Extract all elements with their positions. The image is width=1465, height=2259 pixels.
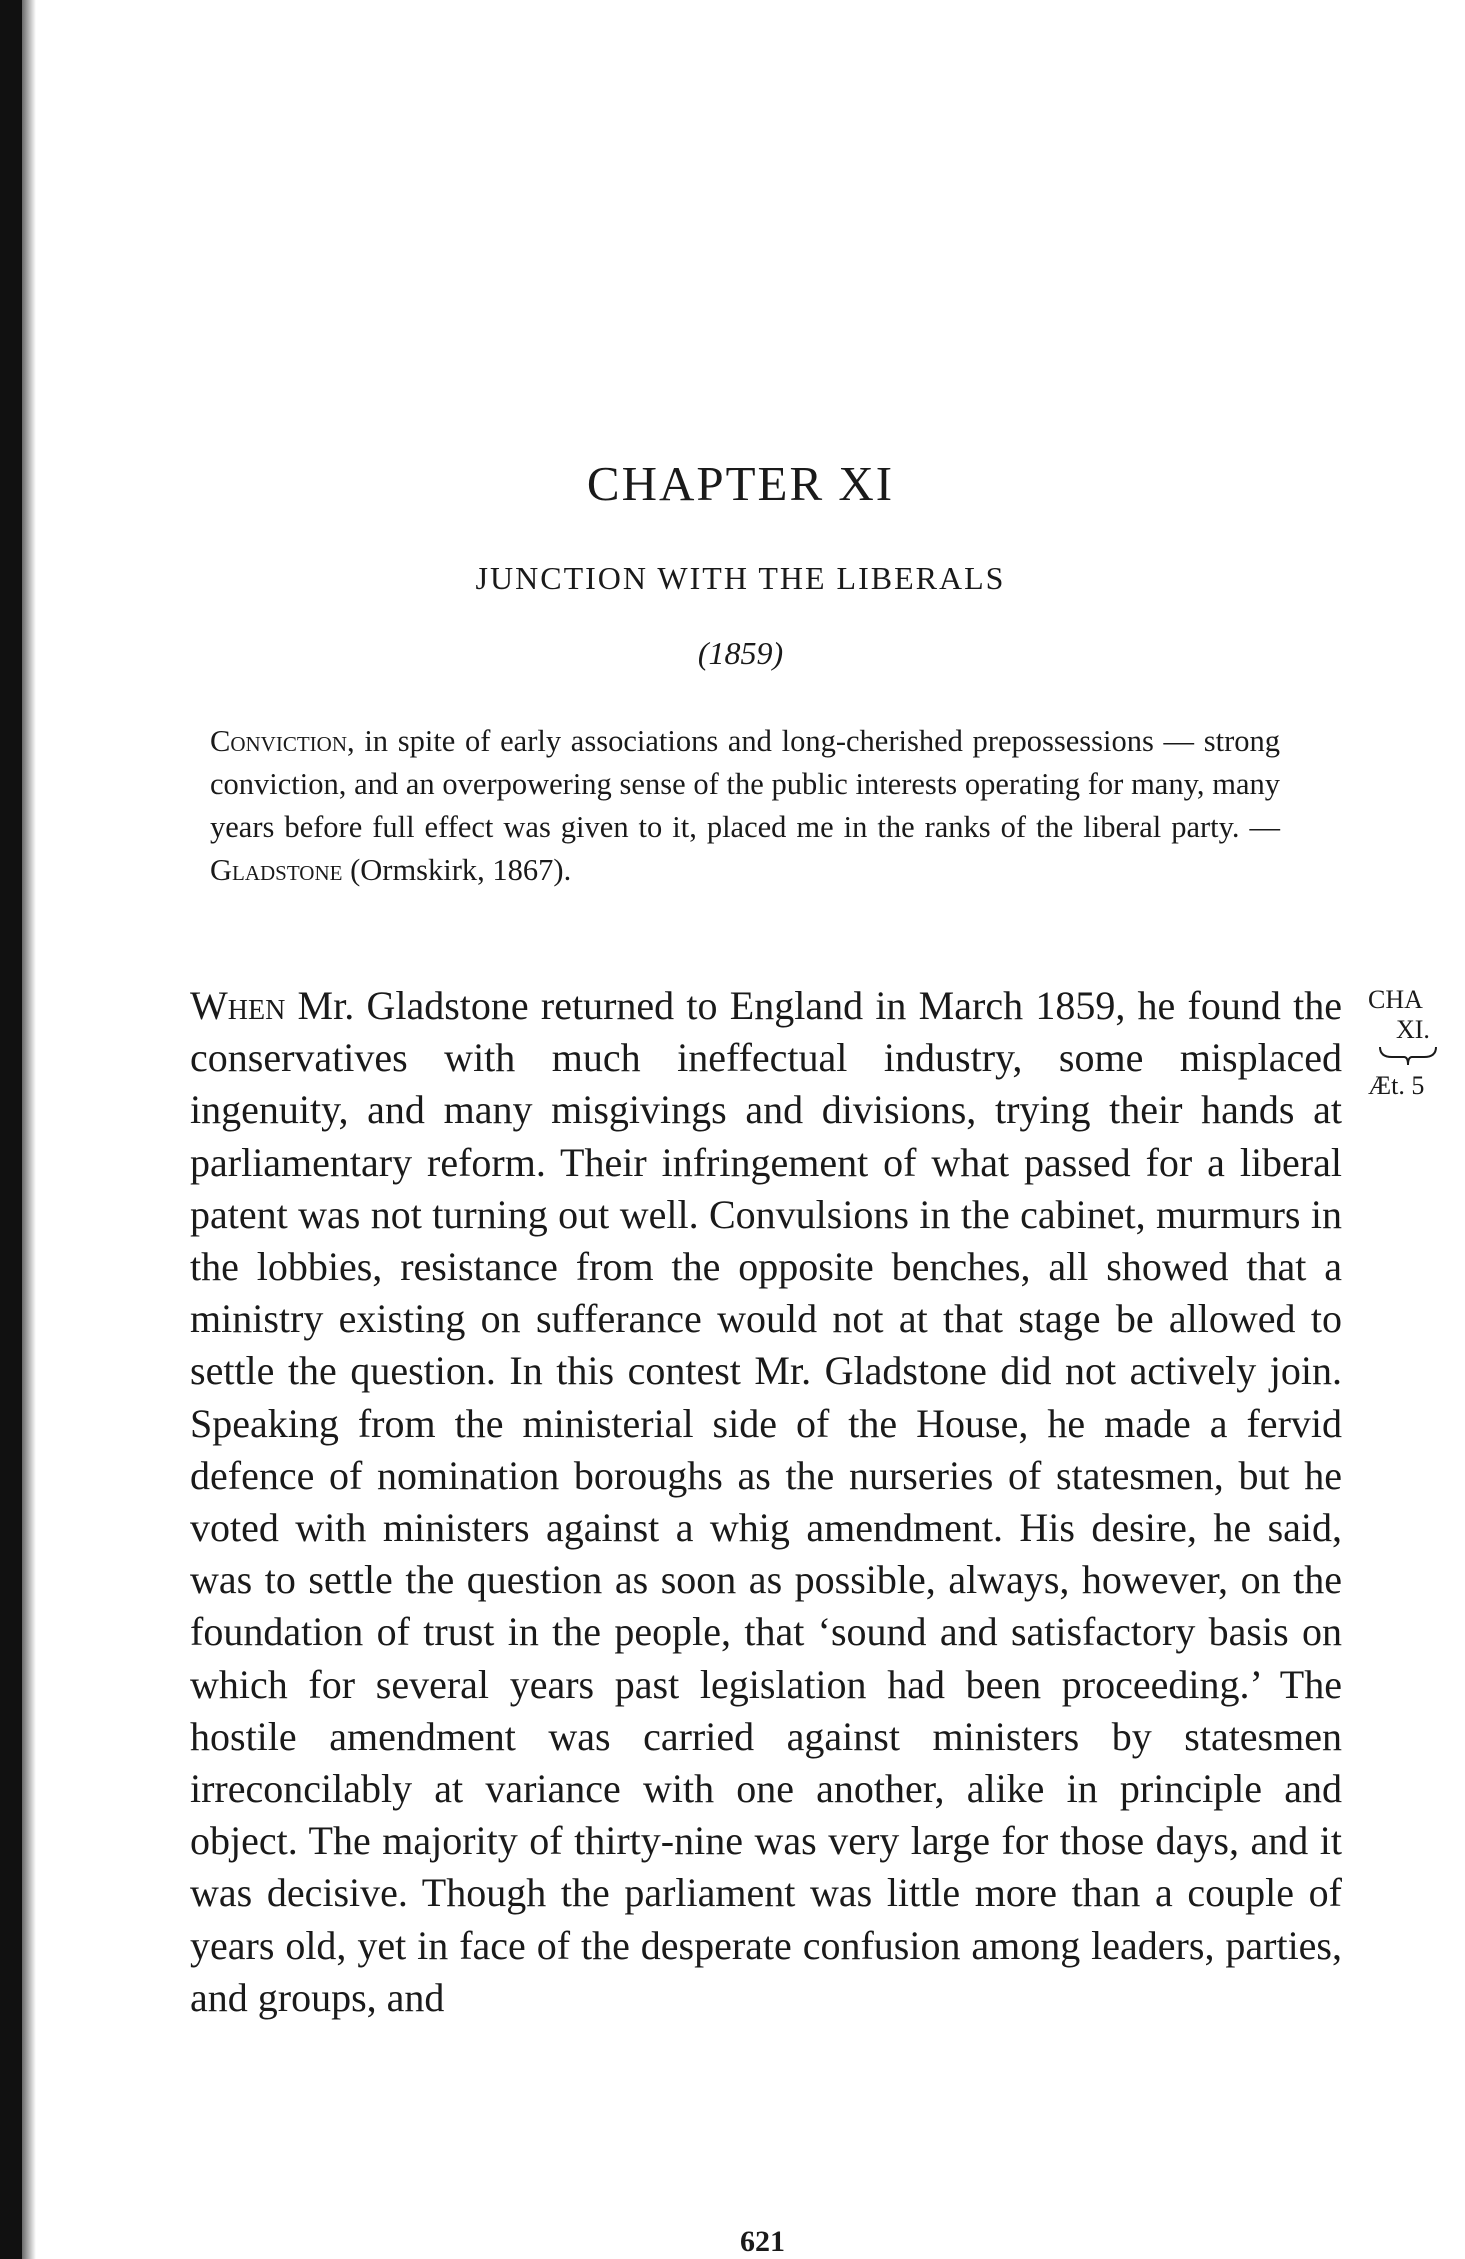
body-paragraph [190, 980, 1342, 2024]
scan-edge-shadow [0, 0, 22, 2259]
margin-note [1368, 985, 1465, 1101]
epigraph-lead-word: Conviction, [210, 724, 355, 758]
margin-note-number: XI. [1396, 1015, 1430, 1044]
margin-brace-icon [1378, 1045, 1438, 1067]
body-text: Mr. Gladstone returned to England in March 1859, he found the conservatives with much ineffectual industry, some misplaced ingenuity, and many misgivings and divisions, trying their hands at parliamentary reform. Their infringement of what passed for a liberal patent was not turning out well. Convulsions in the cabinet, murmurs in the lobbies, resistance from the opposite benches, all showed that a ministry existing on sufferance would not at that stage be allowed to settle the question. In this contest Mr. Gladstone did not actively join. Speaking from the ministerial side of the House, he made a fervid defence of nomination boroughs as the nurseries of statesmen, but he voted with ministers against a whig amendment. His desire, he said, was to settle the question as soon as possible, always, however, on the foundation of trust in the people, that ‘sound and satisfactory basis on which for several years past legislation had been proceeding.’ The hostile amendment was carried against ministers by statesmen irreconcilably at variance with one another, alike in principle and object. The majority of thirty-nine was very large for those days, and it was decisive. Though the parliament was little more than a couple of years old, yet in face of the desperate confusion among leaders, parties, and groups, and [190, 983, 1342, 2020]
margin-note-chapter: CHA [1368, 985, 1423, 1014]
chapter-title: CHAPTER XI [586, 456, 895, 511]
epigraph-author: Gladstone [210, 853, 343, 887]
chapter-subtitle: JUNCTION WITH THE LIBERALS [475, 560, 1006, 596]
chapter-year: (1859) [697, 635, 784, 671]
epigraph [210, 720, 1280, 892]
epigraph-text: in spite of early associations and long-cherished prepossessions — strong conviction, and an overpowering sense of the public interests operating for many, many years before full effect was given to it, placed me in the ranks of the liberal party. — [210, 724, 1280, 844]
epigraph-source: (Ormskirk, 1867). [342, 853, 572, 887]
body-lead-word: When [190, 983, 286, 1028]
scan-edge-gradient [22, 0, 36, 2259]
page-number: 621 [740, 2225, 785, 2258]
margin-note-age: Æt. 5 [1368, 1071, 1425, 1100]
